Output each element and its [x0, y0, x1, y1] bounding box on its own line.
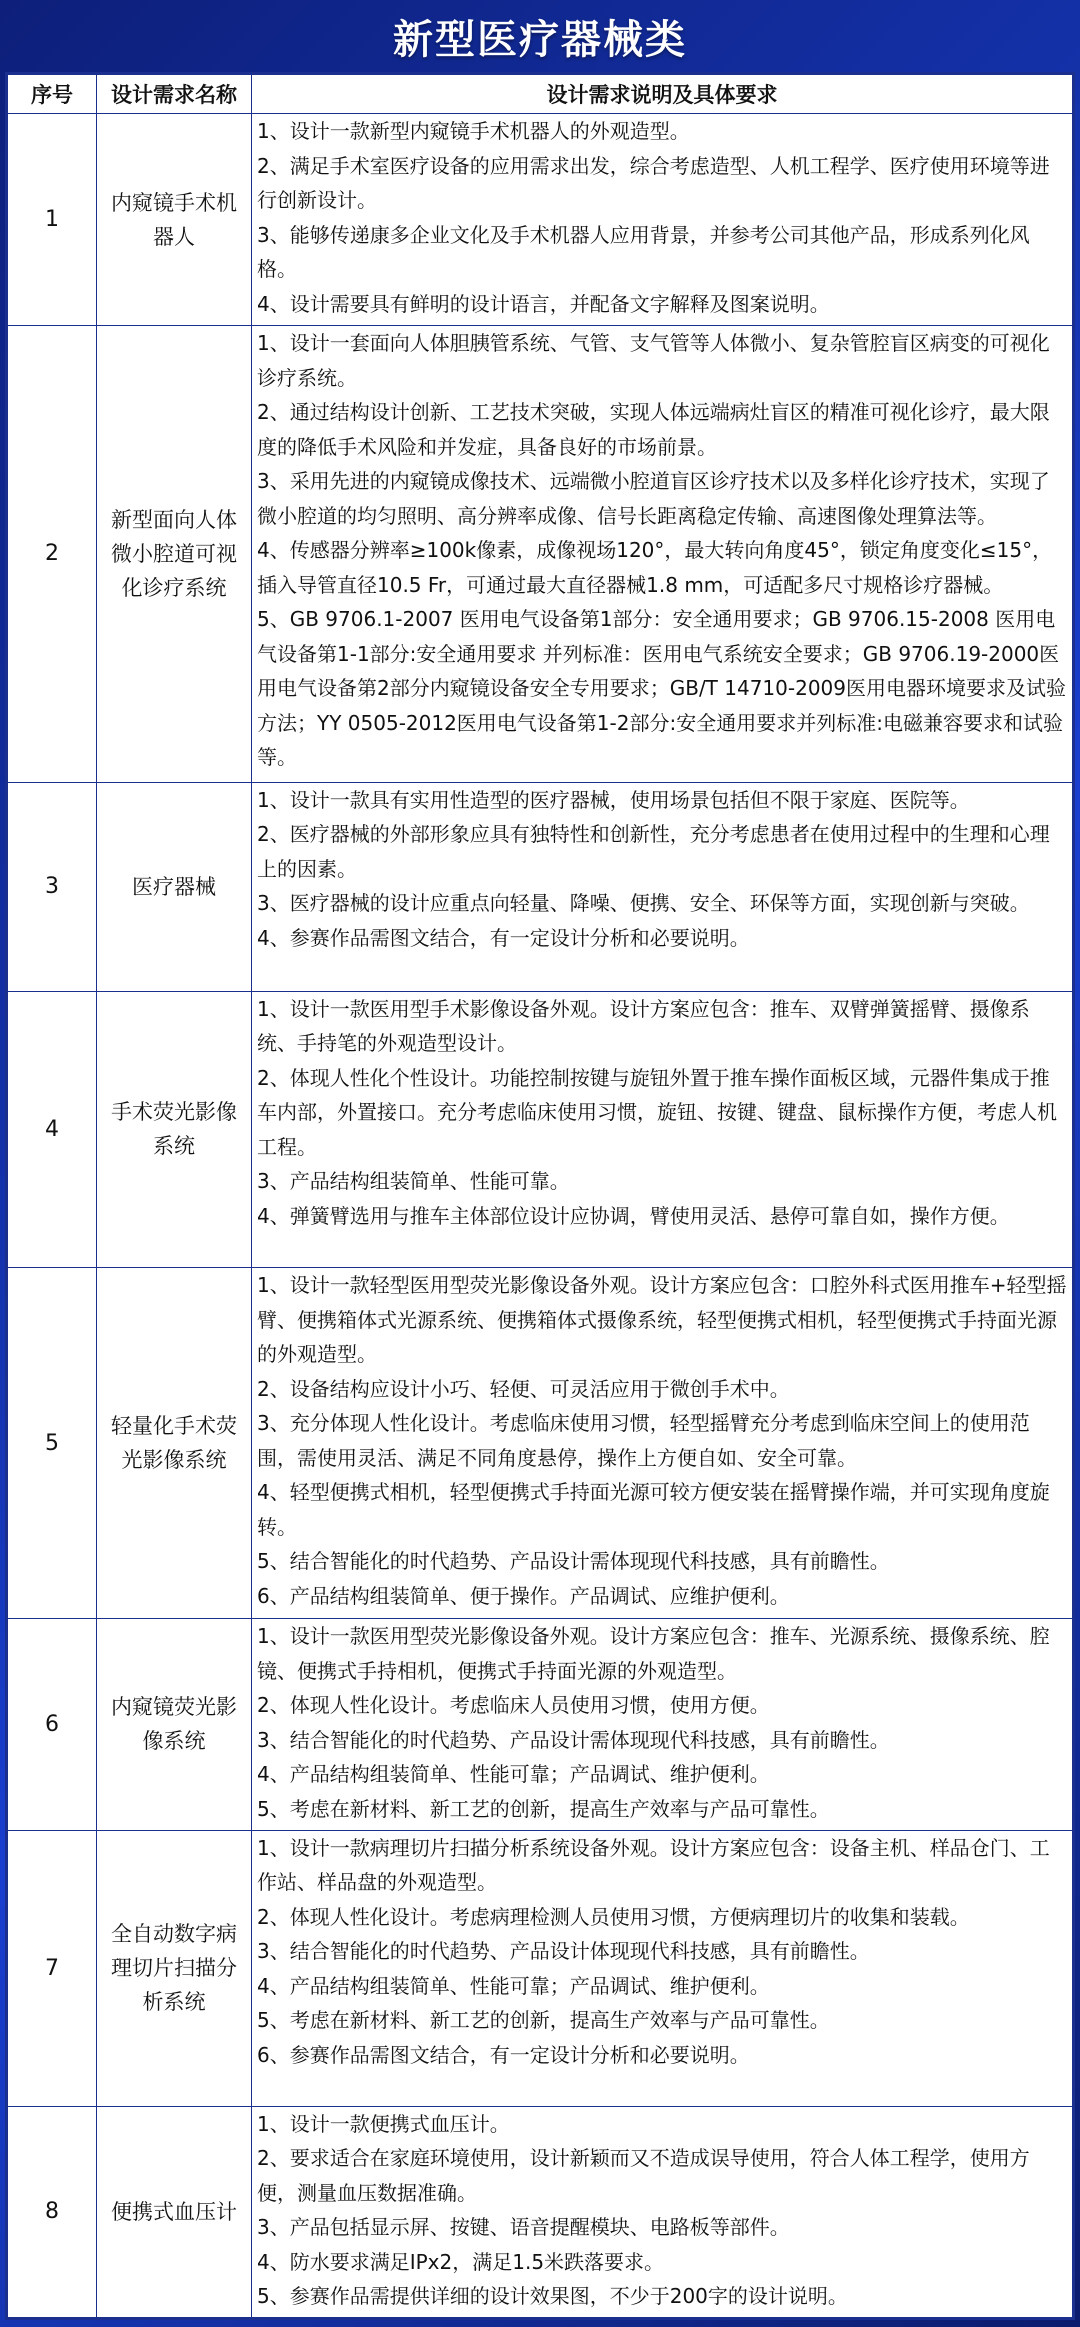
requirement-item: 2、体现人性化设计。考虑病理检测人员使用习惯，方便病理切片的收集和装载。 [257, 1904, 970, 1929]
requirement-name: 全自动数字病理切片扫描分析系统 [97, 1830, 252, 2106]
requirement-item: 3、产品结构组装简单、性能可靠。 [257, 1169, 570, 1194]
requirement-item: 2、满足手术室医疗设备的应用需求出发，综合考虑造型、人机工程学、医疗使用环境等进行创新设计。 [257, 153, 1050, 212]
requirement-item: 3、医疗器械的设计应重点向轻量、降噪、便携、安全、环保等方面，实现创新与突破。 [257, 891, 1030, 916]
row-number: 8 [8, 2106, 97, 2317]
requirement-item: 4、参赛作品需图文结合，有一定设计分析和必要说明。 [257, 925, 750, 950]
table-row [8, 326, 1073, 782]
requirement-item: 3、采用先进的内窥镜成像技术、远端微小腔道盲区诊疗技术以及多样化诊疗技术，实现了微小腔道的均匀照明、高分辨率成像、信号长距离稳定传输、高速图像处理算法等。 [257, 469, 1050, 528]
requirement-item: 5、考虑在新材料、新工艺的创新，提高生产效率与产品可靠性。 [257, 2008, 830, 2033]
requirement-item: 2、体现人性化个性设计。功能控制按键与旋钮外置于推车操作面板区域，元器件集成于推车内部，外置接口。充分考虑临床使用习惯，旋钮、按键、键盘、鼠标操作方便，考虑人机工程。 [257, 1065, 1057, 1159]
row-number: 7 [8, 1830, 97, 2106]
table-row [8, 2106, 1073, 2317]
requirement-item: 4、产品结构组装简单、性能可靠；产品调试、维护便利。 [257, 1973, 770, 1998]
requirement-item: 2、医疗器械的外部形象应具有独特性和创新性，充分考虑患者在使用过程中的生理和心理上的因素。 [257, 822, 1050, 881]
requirement-details [252, 782, 1073, 991]
requirement-name: 便携式血压计 [97, 2106, 252, 2317]
requirement-item: 4、轻型便携式相机，轻型便携式手持面光源可较方便安装在摇臂操作端，并可实现角度旋转。 [257, 1480, 1050, 1539]
table-row [8, 991, 1073, 1267]
requirement-item: 4、防水要求满足IPx2，满足1.5米跌落要求。 [257, 2249, 665, 2274]
row-number: 2 [8, 326, 97, 782]
row-number: 6 [8, 1619, 97, 1830]
requirement-item: 1、设计一款具有实用性造型的医疗器械，使用场景包括但不限于家庭、医院等。 [257, 787, 970, 812]
requirement-item: 1、设计一款新型内窥镜手术机器人的外观造型。 [257, 119, 690, 143]
requirement-item: 2、体现人性化设计。考虑临床人员使用习惯，使用方便。 [257, 1693, 770, 1718]
requirement-details [252, 114, 1073, 326]
row-number: 3 [8, 782, 97, 991]
table-row [8, 782, 1073, 991]
requirement-name: 手术荧光影像系统 [97, 991, 252, 1267]
requirement-details [252, 326, 1073, 782]
requirement-item: 3、产品包括显示屏、按键、语音提醒模块、电路板等部件。 [257, 2215, 790, 2240]
column-header-name: 设计需求名称 [97, 75, 252, 114]
requirement-item: 5、考虑在新材料、新工艺的创新，提高生产效率与产品可靠性。 [257, 1796, 830, 1821]
requirement-item: 1、设计一款医用型手术影像设备外观。设计方案应包含：推车、双臂弹簧摇臂、摄像系统、手持笔的外观造型设计。 [257, 996, 1030, 1056]
requirement-item: 5、GB 9706.1-2007 医用电气设备第1部分：安全通用要求；GB 9706.15-2008 医用电气设备第1-1部分:安全通用要求 并列标准：医用电气系统安全要求；GB 9706.19-2000医用电气设备第2部分内窥镜设备安全专用要求；GB/T 14710-2009医用电器环境要求及试验方法；YY 0505-2012医用电气设备第1-2部分:安全通用要求并列标准:电磁兼容要求和试验等。 [257, 607, 1066, 770]
requirement-item: 2、要求适合在家庭环境使用，设计新颖而又不造成误导使用，符合人体工程学，使用方便，测量血压数据准确。 [257, 2146, 1030, 2205]
requirement-name: 新型面向人体微小腔道可视化诊疗系统 [97, 326, 252, 782]
page-title: 新型医疗器械类 [393, 16, 687, 63]
requirement-item: 1、设计一套面向人体胆胰管系统、气管、支气管等人体微小、复杂管腔盲区病变的可视化诊疗系统。 [257, 331, 1050, 390]
column-header-number: 序号 [8, 75, 97, 114]
requirement-name: 内窥镜荧光影像系统 [97, 1619, 252, 1830]
requirement-item: 1、设计一款病理切片扫描分析系统设备外观。设计方案应包含：设备主机、样品仓门、工作站、样品盘的外观造型。 [257, 1835, 1050, 1895]
requirement-item: 3、结合智能化的时代趋势、产品设计体现现代科技感，具有前瞻性。 [257, 1939, 870, 1964]
requirement-item: 4、产品结构组装简单、性能可靠；产品调试、维护便利。 [257, 1762, 770, 1787]
requirement-name: 医疗器械 [97, 782, 252, 991]
requirement-details [252, 991, 1073, 1267]
requirement-item: 6、产品结构组装简单、便于操作。产品调试、应维护便利。 [257, 1583, 790, 1608]
requirement-item: 1、设计一款便携式血压计。 [257, 2111, 510, 2136]
row-number: 4 [8, 991, 97, 1267]
table-row [8, 1268, 1073, 1619]
requirement-name: 内窥镜手术机器人 [97, 114, 252, 326]
table-row [8, 1619, 1073, 1830]
requirement-item: 2、设备结构应设计小巧、轻便、可灵活应用于微创手术中。 [257, 1376, 790, 1401]
row-number: 1 [8, 114, 97, 326]
requirement-details [252, 1830, 1073, 2106]
requirement-item: 4、弹簧臂选用与推车主体部位设计应协调，臂使用灵活、悬停可靠自如，操作方便。 [257, 1203, 1010, 1228]
table-header-row [8, 75, 1073, 114]
requirement-item: 3、结合智能化的时代趋势、产品设计需体现现代科技感，具有前瞻性。 [257, 1727, 890, 1752]
table-row [8, 1830, 1073, 2106]
column-header-requirements: 设计需求说明及具体要求 [252, 75, 1073, 114]
requirement-item: 6、参赛作品需图文结合，有一定设计分析和必要说明。 [257, 2042, 750, 2067]
requirement-item: 3、能够传递康多企业文化及手术机器人应用背景，并参考公司其他产品，形成系列化风格。 [257, 222, 1030, 281]
requirement-item: 5、结合智能化的时代趋势、产品设计需体现现代科技感，具有前瞻性。 [257, 1549, 890, 1574]
requirement-details [252, 1619, 1073, 1830]
requirement-details [252, 2106, 1073, 2317]
requirement-item: 3、充分体现人性化设计。考虑临床使用习惯，轻型摇臂充分考虑到临床空间上的使用范围，需使用灵活、满足不同角度悬停，操作上方便自如、安全可靠。 [257, 1411, 1030, 1470]
requirements-table [5, 72, 1075, 2320]
requirement-name: 轻量化手术荧光影像系统 [97, 1268, 252, 1619]
requirement-item: 1、设计一款轻型医用型荧光影像设备外观。设计方案应包含：口腔外科式医用推车+轻型摇臂、便携箱体式光源系统、便携箱体式摄像系统，轻型便携式相机，轻型便携式手持面光源的外观造型。 [257, 1273, 1067, 1367]
table-row [8, 114, 1073, 326]
requirement-item: 4、传感器分辨率≥100k像素，成像视场120°，最大转向角度45°，锁定角度变化≤15°，插入导管直径10.5 Fr，可通过最大直径器械1.8 mm，可适配多尺寸规格诊疗器械。 [257, 538, 1053, 597]
requirement-details [252, 1268, 1073, 1619]
requirement-item: 5、参赛作品需提供详细的设计效果图，不少于200字的设计说明。 [257, 2284, 848, 2309]
requirement-item: 2、通过结构设计创新、工艺技术突破，实现人体远端病灶盲区的精准可视化诊疗，最大限度的降低手术风险和并发症，具备良好的市场前景。 [257, 400, 1050, 459]
requirement-item: 4、设计需要具有鲜明的设计语言，并配备文字解释及图案说明。 [257, 291, 830, 316]
requirement-item: 1、设计一款医用型荧光影像设备外观。设计方案应包含：推车、光源系统、摄像系统、腔镜、便携式手持相机，便携式手持面光源的外观造型。 [257, 1624, 1050, 1683]
row-number: 5 [8, 1268, 97, 1619]
